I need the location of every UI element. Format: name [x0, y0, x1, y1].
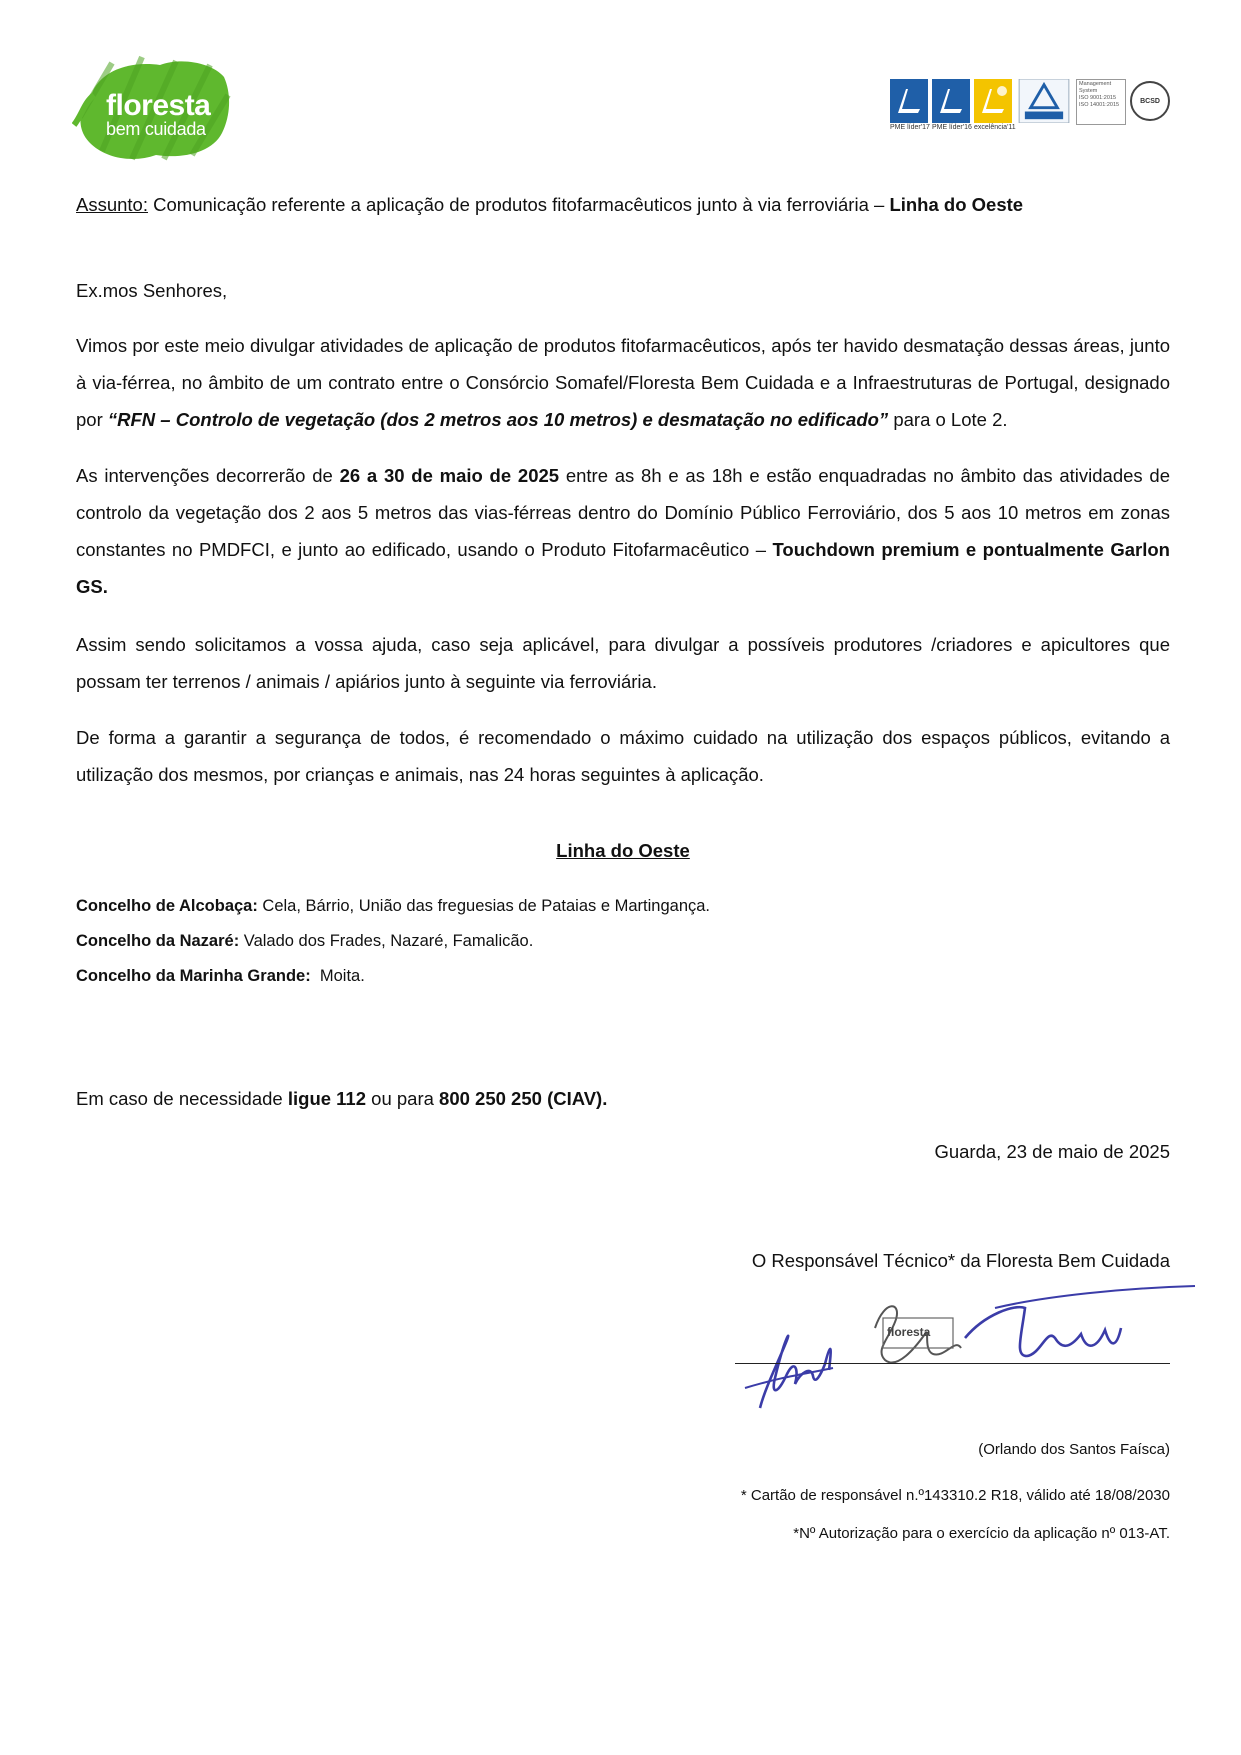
- concelho-places: Cela, Bárrio, União das freguesias de Pataias e Martingança.: [257, 897, 711, 915]
- tuv-certified-icon: [1018, 79, 1070, 123]
- floresta-logo: [72, 55, 232, 165]
- concelho-nazare: [76, 929, 533, 953]
- concelho-places: Moita.: [310, 967, 365, 985]
- emergency-ciav: 800 250 250 (CIAV).: [439, 1088, 608, 1109]
- mgmt-line: ISO 14001:2015: [1079, 102, 1120, 108]
- bcsd-seal-icon: [1130, 81, 1170, 121]
- pme-lider-16-icon: [932, 79, 970, 123]
- p1-text-1: Vimos por este meio divulgar atividades de aplicação de produtos fitofarmacêuticos, após ter havido desmatação dessas áreas, junto à via-férrea, no âmbito de um contrato entre o Consórcio Somafel/Floresta Bem Cuidada e a Infraestruturas de Portugal, designado por: [76, 335, 1170, 430]
- pme-lider-16-label: PME líder'16: [932, 124, 972, 131]
- p1-text-2: para o Lote 2.: [888, 409, 1008, 430]
- concelho-label: Concelho de Alcobaça:: [76, 897, 258, 915]
- bcsd-label: BCSD: [1140, 97, 1160, 105]
- responsible-card-note: * Cartão de responsável n.º143310.2 R18, válido até 18/08/2030: [740, 1487, 1170, 1504]
- logo-text: [106, 91, 210, 138]
- subject-label: Assunto:: [76, 194, 148, 215]
- authorization-note: *Nº Autorização para o exercício da aplicação nº 013-AT.: [793, 1525, 1170, 1542]
- emergency-contact: [76, 1088, 607, 1110]
- concelho-label: Concelho da Marinha Grande:: [76, 967, 311, 985]
- concelho-alcobaca: [76, 894, 710, 918]
- greeting: Ex.mos Senhores,: [76, 280, 228, 301]
- management-system-box: [1076, 79, 1126, 125]
- responsible-title: O Responsável Técnico* da Floresta Bem Cuidada: [751, 1250, 1170, 1271]
- subject-bold: Linha do Oeste: [889, 194, 1024, 215]
- paragraph-2: [76, 457, 1170, 605]
- p2-dates: 26 a 30 de maio de 2025: [339, 465, 560, 486]
- stamp-text: floresta: [887, 1325, 931, 1339]
- emergency-text-1: Em caso de necessidade: [76, 1088, 288, 1109]
- handwritten-signature: [725, 1278, 1225, 1418]
- logo-line1: floresta: [106, 89, 211, 122]
- section-title: Linha do Oeste: [556, 840, 690, 861]
- pme-lider-17-label: PME líder'17: [890, 124, 930, 131]
- paragraph-3: Assim sendo solicitamos a vossa ajuda, caso seja aplicável, para divulgar a possíveis produtores /criadores e apicultores que possam ter terrenos / animais / apiários junto à seguinte via ferroviária.: [76, 634, 1170, 692]
- emergency-112: ligue 112: [287, 1088, 367, 1109]
- concelho-places: Valado dos Frades, Nazaré, Famalicão.: [239, 932, 534, 950]
- emergency-text-2: ou para: [366, 1088, 440, 1109]
- certification-logos: [890, 79, 1170, 131]
- mgmt-line: System: [1079, 88, 1098, 94]
- signatory-name: (Orlando dos Santos Faísca): [978, 1441, 1170, 1458]
- subject-line: [76, 186, 1170, 223]
- pme-excelencia-label: excelência'11: [974, 124, 1016, 131]
- paragraph-1: [76, 327, 1170, 438]
- pme-lider-17-icon: [890, 79, 928, 123]
- logo-line2: bem cuidada: [106, 119, 206, 139]
- p1-contract-name: “RFN – Controlo de vegetação (dos 2 metros aos 10 metros) e desmatação no edificado”: [107, 409, 889, 430]
- concelho-label: Concelho da Nazaré:: [76, 932, 240, 950]
- concelho-marinha-grande: [76, 964, 365, 988]
- signature-line: [735, 1363, 1170, 1364]
- subject-text: Comunicação referente a aplicação de produtos fitofarmacêuticos junto à via ferroviária –: [148, 194, 890, 215]
- paragraph-4: De forma a garantir a segurança de todos, é recomendado o máximo cuidado na utilização dos espaços públicos, evitando a utilização dos mesmos, por crianças e animais, nas 24 horas seguintes à aplicação.: [76, 727, 1170, 785]
- mgmt-line: ISO 9001:2015: [1079, 95, 1117, 101]
- p2-text-2: entre as 8h e as 18h e estão enquadradas no âmbito das atividades de controlo da vegetação dos 2 aos 5 metros das vias-férreas dentro do Domínio Público Ferroviário, dos 5 aos 10 metros em zonas constantes no PMDFCI, e junto ao edificado, usando o Produto Fitofarmacêutico –: [76, 465, 1170, 560]
- pme-excelencia-icon: [974, 79, 1012, 123]
- place-date: Guarda, 23 de maio de 2025: [934, 1141, 1170, 1162]
- p2-product: Touchdown premium e pontualmente Garlon GS.: [76, 539, 1170, 597]
- p2-text-1: As intervenções decorrerão de: [76, 465, 340, 486]
- mgmt-line: Management: [1079, 81, 1112, 87]
